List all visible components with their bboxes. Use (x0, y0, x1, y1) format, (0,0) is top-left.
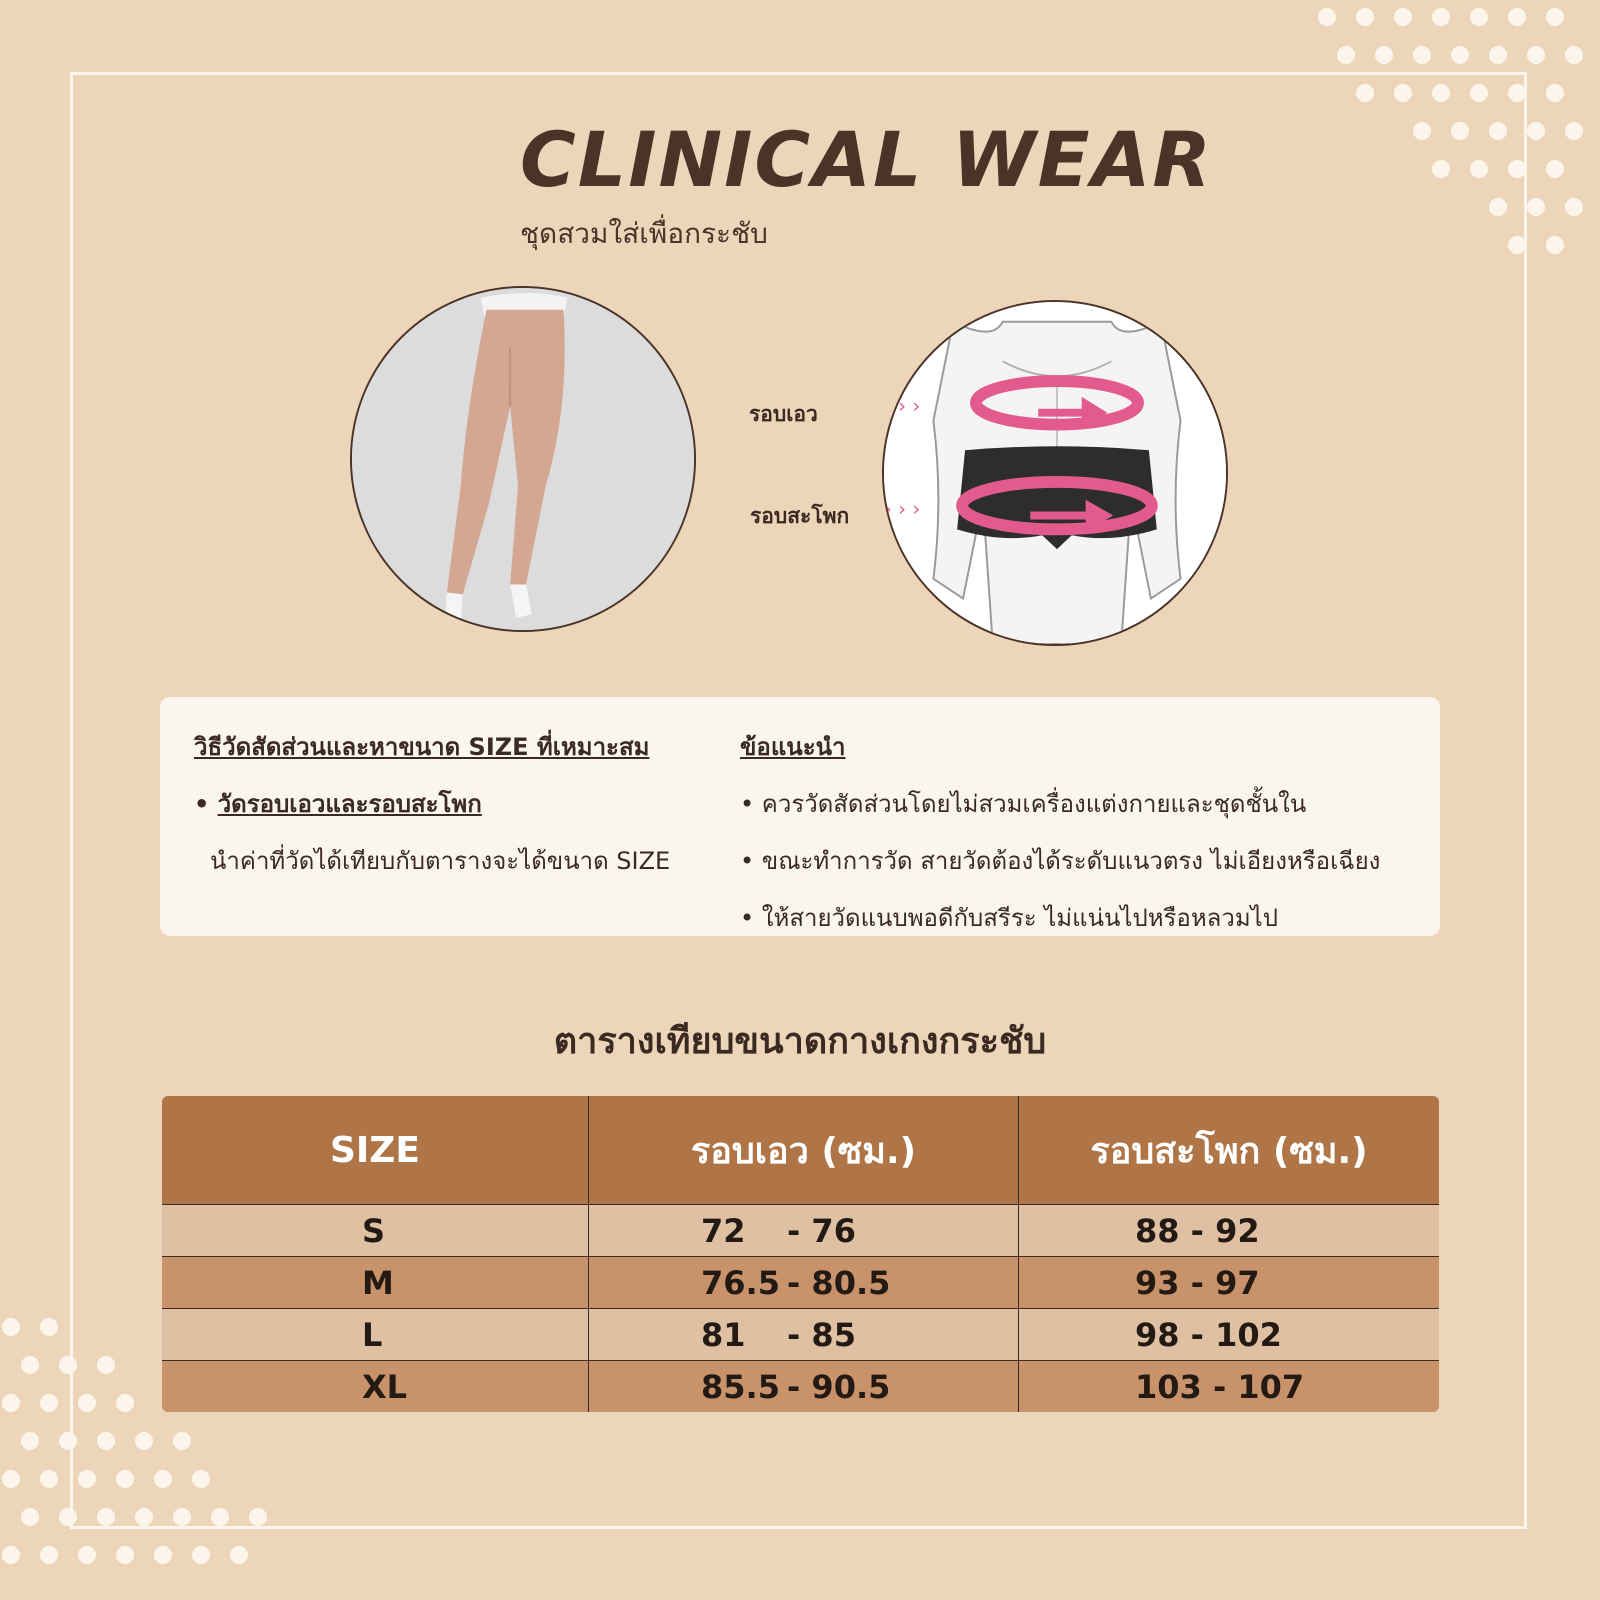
hip-min: 103 (1135, 1367, 1202, 1406)
how-to-measure-bullet-text: วัดรอบเอวและรอบสะโพก (217, 790, 482, 818)
decor-dot (1394, 8, 1412, 26)
cell-size: S (161, 1205, 589, 1257)
decor-dot (21, 1432, 39, 1450)
brand-subtitle: ชุดสวมใส่เพื่อกระชับ (520, 217, 768, 250)
table-header-row (161, 1095, 1440, 1205)
cell-size: XL (161, 1361, 589, 1414)
decor-dot (1337, 46, 1355, 64)
decor-dot (40, 1318, 58, 1336)
body-illustration (884, 302, 1226, 644)
table-row (161, 1205, 1440, 1257)
decor-dot (1470, 8, 1488, 26)
decor-dot (1565, 122, 1583, 140)
how-to-measure-note: นำค่าที่วัดได้เทียบกับตารางจะได้ขนาด SIZE (210, 847, 671, 875)
decor-dot (1546, 160, 1564, 178)
hip-max: 92 (1215, 1211, 1260, 1250)
how-to-measure (194, 727, 670, 898)
decor-dot (2, 1546, 20, 1564)
waist-max: 80.5 (811, 1263, 891, 1302)
recommendations (740, 727, 1380, 955)
decor-dot (1375, 46, 1393, 64)
waist-min: 76.5 (701, 1263, 780, 1302)
decor-dot (1546, 84, 1564, 102)
decor-dot (1527, 122, 1545, 140)
decor-dot (21, 1356, 39, 1374)
recommendation-text: ให้สายวัดแนบพอดีกับสรีระ ไม่แน่นไปหรือหลวมไป (761, 904, 1278, 932)
how-to-measure-heading: วิธีวัดสัดส่วนและหาขนาด SIZE ที่เหมาะสม (194, 733, 650, 761)
hip-min: 93 (1135, 1263, 1180, 1302)
waist-max: 85 (811, 1315, 856, 1354)
decor-dot (1508, 8, 1526, 26)
table-row (161, 1361, 1440, 1414)
decor-dot (2, 1318, 20, 1336)
hip-max: 107 (1237, 1367, 1305, 1406)
decor-dot (1489, 46, 1507, 64)
decor-dot (1413, 46, 1431, 64)
header-size: SIZE (161, 1095, 589, 1205)
body-measure-image (882, 300, 1228, 646)
decor-dot (1565, 46, 1583, 64)
svg-text:› › ›: › › › (884, 394, 921, 418)
cell-size: L (161, 1309, 589, 1361)
decor-dot (116, 1546, 134, 1564)
cell-hip: 98 - 102 (1019, 1309, 1441, 1361)
how-to-measure-bullet: • วัดรอบเอวและรอบสะโพก (194, 790, 482, 818)
decor-dot (2, 1470, 20, 1488)
decor-dot (40, 1394, 58, 1412)
decor-dot (40, 1470, 58, 1488)
decor-dot (78, 1546, 96, 1564)
cell-waist: 76.5 - 80.5 (589, 1257, 1019, 1309)
recommendation-text: ขณะทำการวัด สายวัดต้องได้ระดับแนวตรง ไม่เอียงหรือเฉียง (761, 847, 1381, 875)
decor-dot (154, 1546, 172, 1564)
size-table-title: ตารางเทียบขนาดกางเกงกระชับ (553, 1021, 1047, 1062)
table-row (161, 1309, 1440, 1361)
decor-dot (1451, 46, 1469, 64)
waist-min: 72 (701, 1211, 746, 1250)
cell-waist: 72 - 76 (589, 1205, 1019, 1257)
header-hip: รอบสะโพก (ซม.) (1019, 1095, 1441, 1205)
hip-max: 102 (1215, 1315, 1282, 1354)
pants-image (350, 286, 696, 632)
decor-dot (1318, 8, 1336, 26)
decor-dot (1546, 8, 1564, 26)
table-row (161, 1257, 1440, 1309)
leggings-illustration (352, 288, 694, 630)
recommendation-item: • ขณะทำการวัด สายวัดต้องได้ระดับแนวตรง ไม่เอียงหรือเฉียง (740, 847, 1381, 875)
decor-dot (1432, 8, 1450, 26)
decor-dot (1565, 198, 1583, 216)
hip-label: รอบสะโพก (750, 504, 850, 528)
waist-max: 76 (811, 1211, 856, 1250)
cell-hip: 93 - 97 (1019, 1257, 1441, 1309)
decor-dot (21, 1508, 39, 1526)
svg-text:› › ›: › › › (884, 497, 921, 521)
waist-min: 85.5 (701, 1367, 780, 1406)
decor-dot (1527, 198, 1545, 216)
decor-dot (40, 1546, 58, 1564)
recommendation-item: • ให้สายวัดแนบพอดีกับสรีระ ไม่แน่นไปหรือหลวมไป (740, 904, 1278, 932)
decor-dot (230, 1546, 248, 1564)
recommendation-text: ควรวัดสัดส่วนโดยไม่สวมเครื่องแต่งกายและชุดชั้นใน (761, 790, 1307, 818)
header-waist: รอบเอว (ซม.) (589, 1095, 1019, 1205)
hip-min: 88 (1135, 1211, 1180, 1250)
cell-size: M (161, 1257, 589, 1309)
cell-hip: 88 - 92 (1019, 1205, 1441, 1257)
size-table (160, 1094, 1441, 1414)
decor-dot (2, 1394, 20, 1412)
recommendations-heading: ข้อแนะนำ (740, 733, 846, 761)
decor-dot (192, 1546, 210, 1564)
cell-waist: 81 - 85 (589, 1309, 1019, 1361)
hip-min: 98 (1135, 1315, 1180, 1354)
brand-title: CLINICAL WEAR (520, 115, 1213, 204)
recommendation-item: • ควรวัดสัดส่วนโดยไม่สวมเครื่องแต่งกายและชุดชั้นใน (740, 790, 1307, 818)
waist-min: 81 (701, 1315, 746, 1354)
cell-hip: 103 - 107 (1019, 1361, 1441, 1414)
instructions-box (160, 697, 1440, 936)
waist-max: 90.5 (811, 1367, 891, 1406)
cell-waist: 85.5 - 90.5 (589, 1361, 1019, 1414)
decor-dot (1546, 236, 1564, 254)
decor-dot (1527, 46, 1545, 64)
waist-label: รอบเอว (749, 402, 818, 426)
decor-dot (1356, 8, 1374, 26)
hip-max: 97 (1215, 1263, 1260, 1302)
